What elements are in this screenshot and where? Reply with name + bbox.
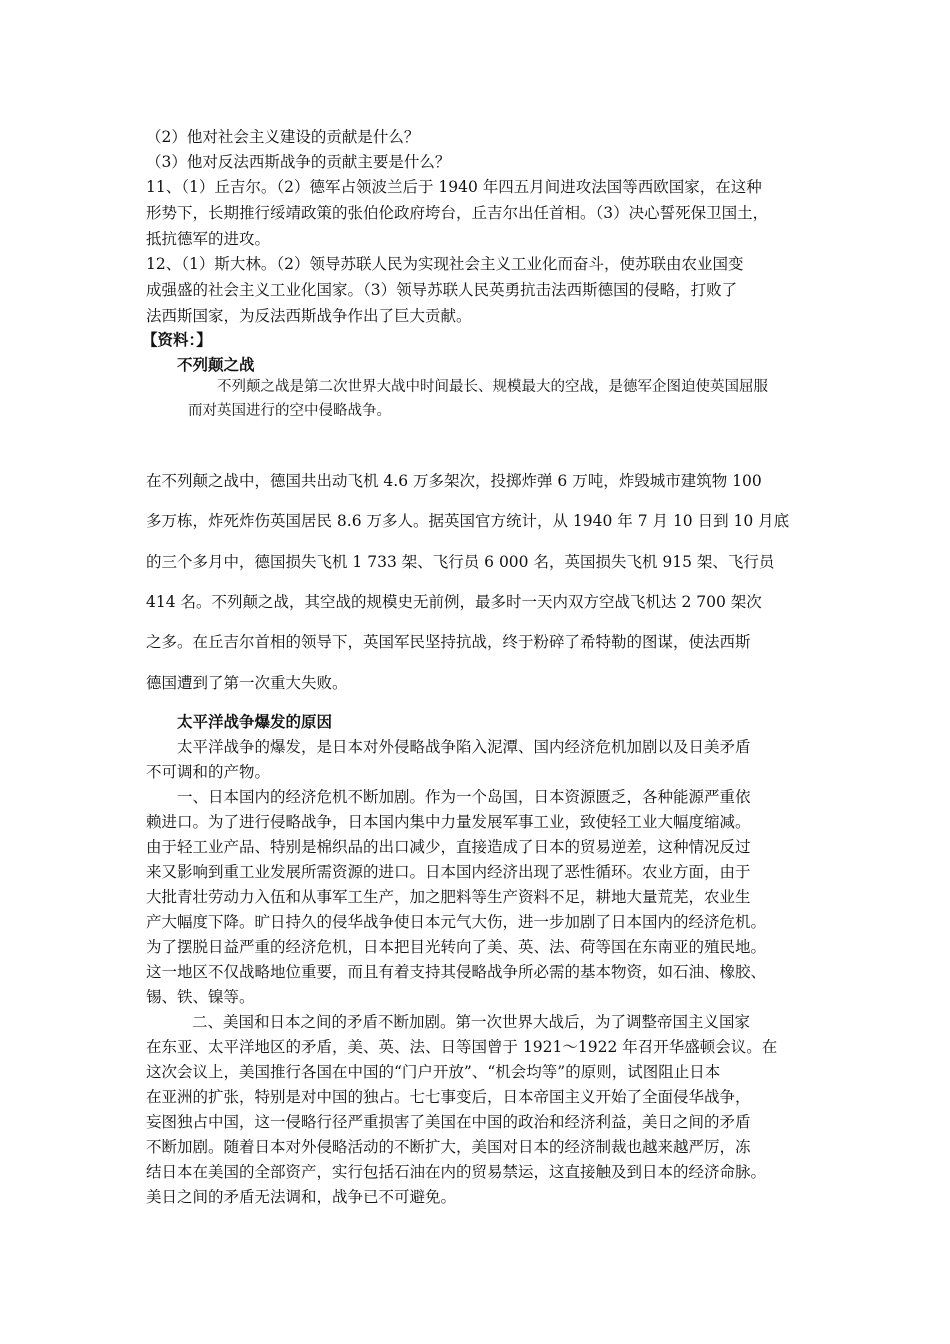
battle-definition-line-1: 不列颠之战是第二次世界大战中时间最长、规模最大的空战，是德军企图迫使英国屈服 <box>217 379 768 395</box>
pacific-p1-line-7: 为了摆脱日益严重的经济危机，日本把目光转向了美、英、法、荷等国在东南亚的殖民地。 <box>146 938 767 956</box>
pacific-intro-line-2: 不可调和的产物。 <box>146 763 271 781</box>
pacific-p1-line-1: 一、日本国内的经济危机不断加剧。作为一个岛国，日本资源匮乏，各种能源严重依 <box>177 788 751 806</box>
battle-paragraph-line-2: 多万栋，炸死炸伤英国居民 8.6 万多人。据英国官方统计，从 1940 年 7 月 10 日到 10 月底 <box>146 512 790 530</box>
pacific-p1-line-5: 大批青壮劳动力入伍和从事军工生产，加之肥料等生产资料不足，耕地大量荒芜，农业生 <box>146 888 751 906</box>
pacific-p2-line-1: 二、美国和日本之间的矛盾不断加剧。第一次世界大战后，为了调整帝国主义国家 <box>192 1013 751 1031</box>
pacific-p2-line-7: 结日本在美国的全部资产，实行包括石油在内的贸易禁运，这直接触及到日本的经济命脉。 <box>146 1163 767 1181</box>
answer-11-line-3: 抵抗德军的进攻。 <box>146 230 271 248</box>
pacific-p2-line-2: 在东亚、太平洋地区的矛盾，美、英、法、日等国曾于 1921～1922 年召开华盛顿会议。在 <box>146 1038 778 1056</box>
battle-paragraph-line-4: 414 名。不列颠之战，其空战的规模史无前例，最多时一天内双方空战飞机达 2 700 架次 <box>146 593 762 611</box>
battle-paragraph-line-3: 的三个多月中，德国损失飞机 1 733 架、飞行员 6 000 名，英国损失飞机 915 架、飞行员 <box>146 553 775 571</box>
pacific-title: 太平洋战争爆发的原因 <box>177 713 333 731</box>
battle-title: 不列颠之战 <box>177 356 255 374</box>
pacific-p2-line-3: 这次会议上，美国推行各国在中国的“门户开放”、“机会均等”的原则，试图阻止日本 <box>146 1063 721 1081</box>
pacific-p1-line-3: 由于轻工业产品、特别是棉织品的出口减少，直接造成了日本的贸易逆差，这种情况反过 <box>146 838 751 856</box>
pacific-intro-line-1: 太平洋战争的爆发，是日本对外侵略战争陷入泥潭、国内经济危机加剧以及日美矛盾 <box>177 738 751 756</box>
pacific-p2-line-4: 在亚洲的扩张，特别是对中国的独占。七七事变后，日本帝国主义开始了全面侵华战争， <box>146 1088 751 1106</box>
answer-12-line-3: 法西斯国家，为反法西斯战争作出了巨大贡献。 <box>146 307 472 325</box>
answer-11-line-2: 形势下，长期推行绥靖政策的张伯伦政府垮台，丘吉尔出任首相。（3）决心誓死保卫国土， <box>146 204 769 222</box>
battle-definition-line-2: 而对英国进行的空中侵略战争。 <box>188 403 391 419</box>
pacific-p2-line-8: 美日之间的矛盾无法调和，战争已不可避免。 <box>146 1188 457 1206</box>
answer-12-line-2: 成强盛的社会主义工业化国家。（3）领导苏联人民英勇抗击法西斯德国的侵略，打败了 <box>146 281 738 299</box>
pacific-p1-line-9: 锡、铁、镍等。 <box>146 988 255 1006</box>
battle-paragraph-line-1: 在不列颠之战中，德国共出动飞机 4.6 万多架次，投掷炸弹 6 万吨，炸毁城市建筑物 100 <box>146 472 762 490</box>
battle-paragraph-line-6: 德国遭到了第一次重大失败。 <box>146 674 348 692</box>
pacific-p2-line-5: 妄图独占中国，这一侵略行径严重损害了美国在中国的政治和经济利益，美日之间的矛盾 <box>146 1113 751 1131</box>
pacific-p1-line-8: 这一地区不仅战略地位重要，而且有着支持其侵略战争所必需的基本物资，如石油、橡胶、 <box>146 963 767 981</box>
pacific-p1-line-6: 产大幅度下降。旷日持久的侵华战争使日本元气大伤，进一步加剧了日本国内的经济危机。 <box>146 913 767 931</box>
answer-11-line-1: 11、（1）丘吉尔。（2）德军占领波兰后于 1940 年四五月间进攻法国等西欧国家，在这种 <box>146 178 762 196</box>
question-3: （3）他对反法西斯战争的贡献主要是什么？ <box>146 153 451 171</box>
pacific-p1-line-4: 来又影响到重工业发展所需资源的进口。日本国内经济出现了恶性循环。农业方面，由于 <box>146 863 751 881</box>
materials-heading: 【资料：】 <box>142 330 212 349</box>
answer-12-line-1: 12、（1）斯大林。（2）领导苏联人民为实现社会主义工业化而奋斗，使苏联由农业国变 <box>146 255 744 273</box>
question-2: （2）他对社会主义建设的贡献是什么？ <box>146 128 420 146</box>
pacific-p1-line-2: 赖进口。为了进行侵略战争，日本国内集中力量发展军事工业，致使轻工业大幅度缩减。 <box>146 813 751 831</box>
pacific-p2-line-6: 不断加剧。随着日本对外侵略活动的不断扩大，美国对日本的经济制裁也越来越严厉，冻 <box>146 1138 751 1156</box>
battle-paragraph-line-5: 之多。在丘吉尔首相的领导下，英国军民坚持抗战，终于粉碎了希特勒的图谋，使法西斯 <box>146 633 751 651</box>
